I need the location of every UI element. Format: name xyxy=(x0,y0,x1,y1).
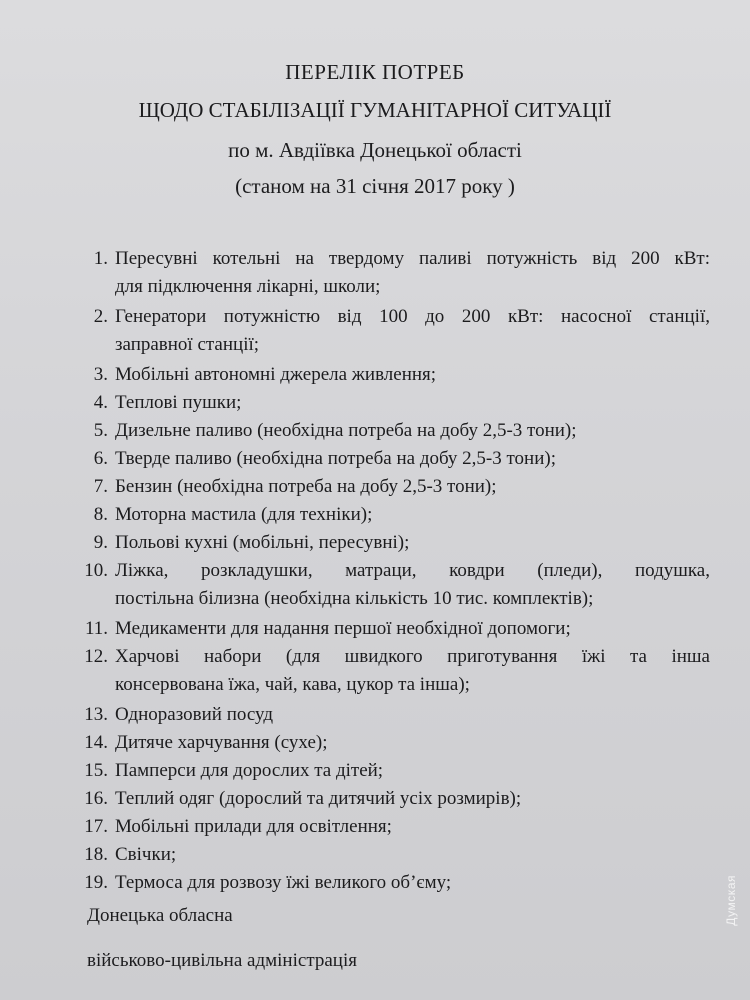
item-number: 17. xyxy=(84,816,108,837)
list-item-3 xyxy=(0,361,750,389)
item-number: 4. xyxy=(93,392,108,413)
item-number: 16. xyxy=(84,788,108,809)
item-number: 12. xyxy=(84,646,108,667)
item-text: Теплові пушки; xyxy=(115,392,242,413)
list-item-12 xyxy=(0,643,750,699)
item-number: 3. xyxy=(93,364,108,385)
list-item-16 xyxy=(0,785,750,813)
item-number: 18. xyxy=(84,844,108,865)
item-text: Моторна мастила (для техніки); xyxy=(115,504,373,525)
signature-org-continued: військово-цивільна адміністрація xyxy=(87,950,357,971)
list-item-1 xyxy=(0,245,750,301)
item-text: Ліжка, розкладушки, матраци, ковдри (пледи), подушка, xyxy=(115,560,710,581)
list-item-2 xyxy=(0,303,750,359)
list-item-9 xyxy=(0,529,750,557)
item-text: Тверде паливо (необхідна потреба на добу 2,5-3 тони); xyxy=(115,448,556,469)
item-number: 14. xyxy=(84,732,108,753)
item-number: 2. xyxy=(93,306,108,327)
item-number: 11. xyxy=(84,618,108,639)
document-date: (станом на 31 січня 2017 року ) xyxy=(235,174,515,198)
item-text: Мобільні автономні джерела живлення; xyxy=(115,364,437,385)
item-text: Термоса для розвозу їжі великого об’єму; xyxy=(115,872,452,893)
list-item-18 xyxy=(0,841,750,869)
document-title: ПЕРЕЛІК ПОТРЕБ xyxy=(285,60,465,84)
document-location: по м. Авдіївка Донецької області xyxy=(228,138,522,162)
item-text-continued: для підключення лікарні, школи; xyxy=(115,276,381,297)
list-item-10 xyxy=(0,557,750,613)
list-item-11 xyxy=(0,615,750,643)
signature-org: Донецька обласна xyxy=(87,905,233,926)
document-subtitle: ЩОДО СТАБІЛІЗАЦІЇ ГУМАНІТАРНОЇ СИТУАЦІЇ xyxy=(138,98,612,122)
item-text: Дитяче харчування (сухе); xyxy=(115,732,328,753)
list-item-8 xyxy=(0,501,750,529)
item-text: Генератори потужністю від 100 до 200 кВт: насосної станції, xyxy=(115,306,710,327)
item-text-continued: постільна білизна (необхідна кількість 10 тис. комплектів); xyxy=(115,588,594,609)
item-text: Польові кухні (мобільні, пересувні); xyxy=(115,532,410,553)
list-item-5 xyxy=(0,417,750,445)
watermark: Думская xyxy=(724,875,738,926)
list-item-4 xyxy=(0,389,750,417)
item-number: 9. xyxy=(93,532,108,553)
item-text-continued: консервована їжа, чай, кава, цукор та інша); xyxy=(115,674,470,695)
item-text: Одноразовий посуд xyxy=(115,704,273,725)
item-number: 7. xyxy=(93,476,108,497)
item-text: Медикаменти для надання першої необхідної допомоги; xyxy=(115,618,571,639)
item-number: 8. xyxy=(93,504,108,525)
item-number: 10. xyxy=(84,560,108,581)
item-text: Свічки; xyxy=(115,844,177,865)
item-text: Дизельне паливо (необхідна потреба на добу 2,5-3 тони); xyxy=(115,420,577,441)
list-item-6 xyxy=(0,445,750,473)
item-number: 6. xyxy=(93,448,108,469)
list-item-17 xyxy=(0,813,750,841)
list-item-13 xyxy=(0,701,750,729)
item-number: 15. xyxy=(84,760,108,781)
item-number: 5. xyxy=(93,420,108,441)
list-item-19 xyxy=(0,869,750,897)
item-text: Теплий одяг (дорослий та дитячий усіх розмирів); xyxy=(115,788,522,809)
item-number: 13. xyxy=(84,704,108,725)
item-text: Пересувні котельні на твердому паливі потужність від 200 кВт: xyxy=(115,248,710,269)
item-text: Мобільні прилади для освітлення; xyxy=(115,816,392,837)
list-item-15 xyxy=(0,757,750,785)
list-item-14 xyxy=(0,729,750,757)
needs-list xyxy=(0,245,750,897)
list-item-7 xyxy=(0,473,750,501)
item-text-continued: заправної станції; xyxy=(115,334,260,355)
item-text: Бензин (необхідна потреба на добу 2,5-3 тони); xyxy=(115,476,497,497)
item-text: Памперси для дорослих та дітей; xyxy=(115,760,384,781)
item-number: 1. xyxy=(93,248,108,269)
item-number: 19. xyxy=(84,872,108,893)
item-text: Харчові набори (для швидкого приготування їжі та інша xyxy=(115,646,710,667)
